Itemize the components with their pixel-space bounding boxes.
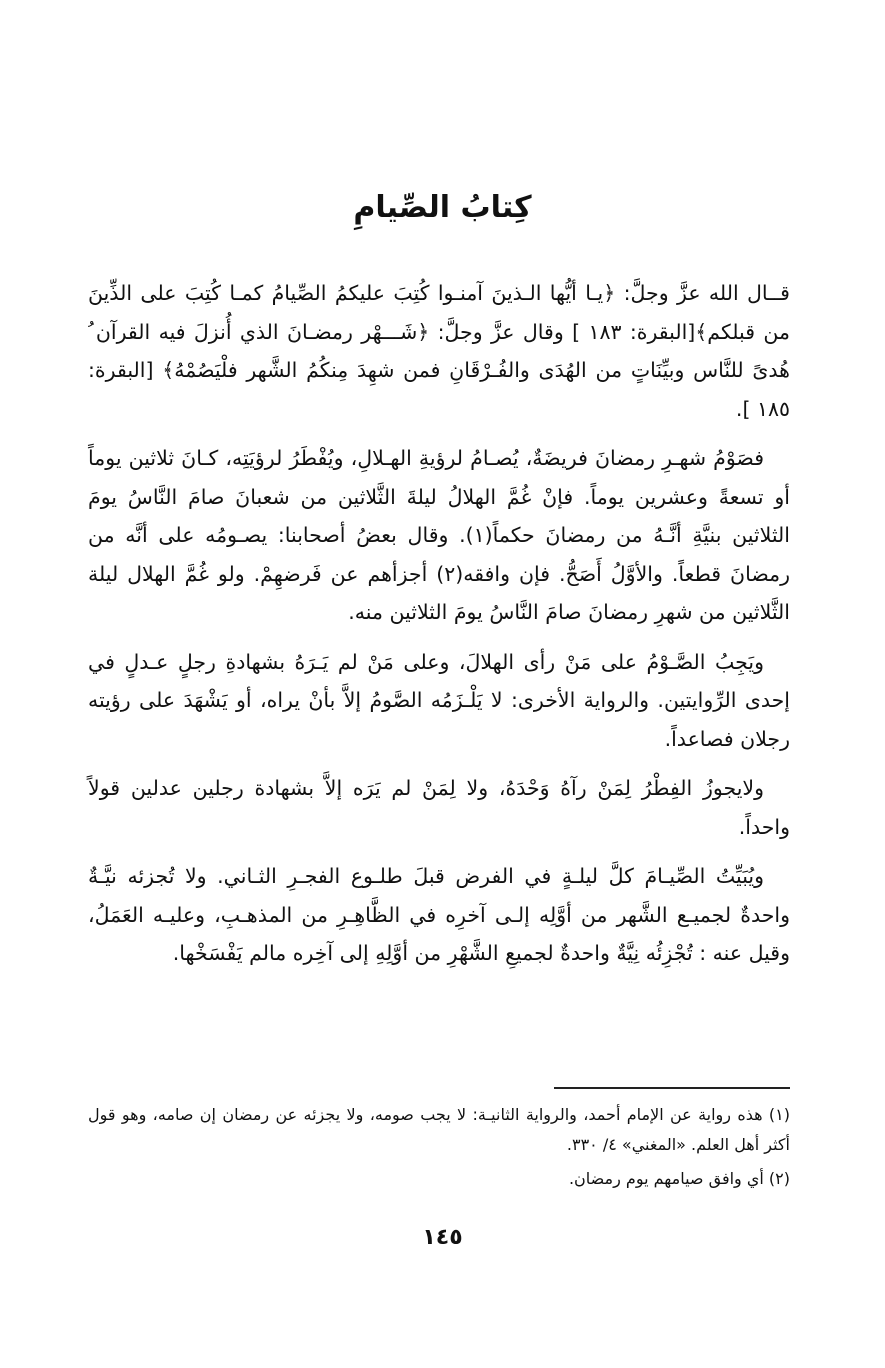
chapter-title: كِتابُ الصِّيامِ bbox=[353, 190, 532, 226]
footnote-1: (١) هذه رواية عن الإمام أحمد، والرواية الثانيـة: لا يجب صومه، ولا يجزئه عن رمضان إن صامه، وهو قول أكثر أهل العلم. «المغني» ٤/ ٣٣٠. bbox=[88, 1105, 790, 1154]
paragraph-moon-sighting: ويَجِبُ الصَّـوْمُ على مَنْ رأى الهلالَ، وعلى مَنْ لم يَـرَهُ بشهادةِ رجلٍ عـدلٍ في إحدى الرِّوايتين. والرواية الأخرى: لا يَلْـزَمُه الصَّومُ إلاَّ بأنْ يراه، أو يَشْهَدَ على رؤيته رجلان فصاعداً. bbox=[88, 649, 790, 751]
paragraph-quran-verses: قــال الله عزَّ وجلَّ: ﴿يـا أيُّها الـذينَ آمنـوا كُتِبَ عليكمُ الصِّيامُ كمـا كُتِبَ على الذِّينَ من قبلكم﴾[البقرة: ١٨٣ ] وقال عزَّ وجلَّ: ﴿شَـــهْر رمضـانَ الذي أُنزلَ فيه القرآن ُ هُدىً للنَّاس وبيِّنَاتٍ من الهُدَى والفُـرْقَانِ فمن شهِدَ مِنكُمُ الشَّهر فلْيَصُمْهُ﴾ [البقرة: ١٨٥ ]. bbox=[88, 281, 790, 421]
paragraph-breaking-fast: ولايجوزُ الفِطْرُ لِمَنْ رآهُ وَحْدَهُ، ولا لِمَنْ لم يَرَه إلاَّ بشهادة رجلين عدلين قولاً واحداً. bbox=[88, 776, 790, 839]
footnotes bbox=[88, 1100, 790, 1198]
footnote-divider bbox=[554, 1087, 790, 1089]
paragraph-intention: ويُبَيِّتُ الصِّيـامَ كلَّ ليلـةٍ في الفرض قبلَ طلـوع الفجـرِ الثـاني. ولا تُجزئه نيَّـةٌ واحدةٌ لجميـع الشَّهر من أوَّلِه إلـى آخرِه في الظَّاهِـرِ من المذهـبِ، وعليـه العَمَلُ، وقيل عنه : تُجْزِئُه نِيَّةٌ واحدةٌ لجميعِ الشَّهْرِ من أوَّلِهِ إلى آخِره مالم يَفْسَخْها. bbox=[88, 864, 790, 965]
footnote-2: (٢) أي وافق صيامهم يوم رمضان. bbox=[568, 1169, 790, 1188]
page-number: ١٤٥ bbox=[422, 1225, 463, 1250]
main-text bbox=[88, 274, 790, 984]
paragraph-ramadan-fasting: فصَوْمُ شهـرِ رمضانَ فريضَةٌ، يُصـامُ لرؤيةِ الهـلالِ، ويُفْطَرُ لرؤيَتِه، كـانَ ثلاثين يوماً أو تسعةً وعشرين يوماً. فإنْ غُمَّ الهلالُ ليلةَ الثَّلاثين من شعبانَ صامَ النَّاسُ يومَ الثلاثين بنيَّةِ أنَّـهُ من رمضانَ حكماً(١). وقال بعضُ أصحابنا: يصـومُه على أنَّه من رمضانَ قطعاً. والأوَّلُ أَصَحُّ. فإن وافقه(٢) أجزأهم عن فَرضهِمْ. ولو غُمَّ الهلال ليلة الثَّلاثين من شهرِ رمضانَ صامَ النَّاسُ يومَ الثلاثين منه. bbox=[88, 446, 790, 624]
